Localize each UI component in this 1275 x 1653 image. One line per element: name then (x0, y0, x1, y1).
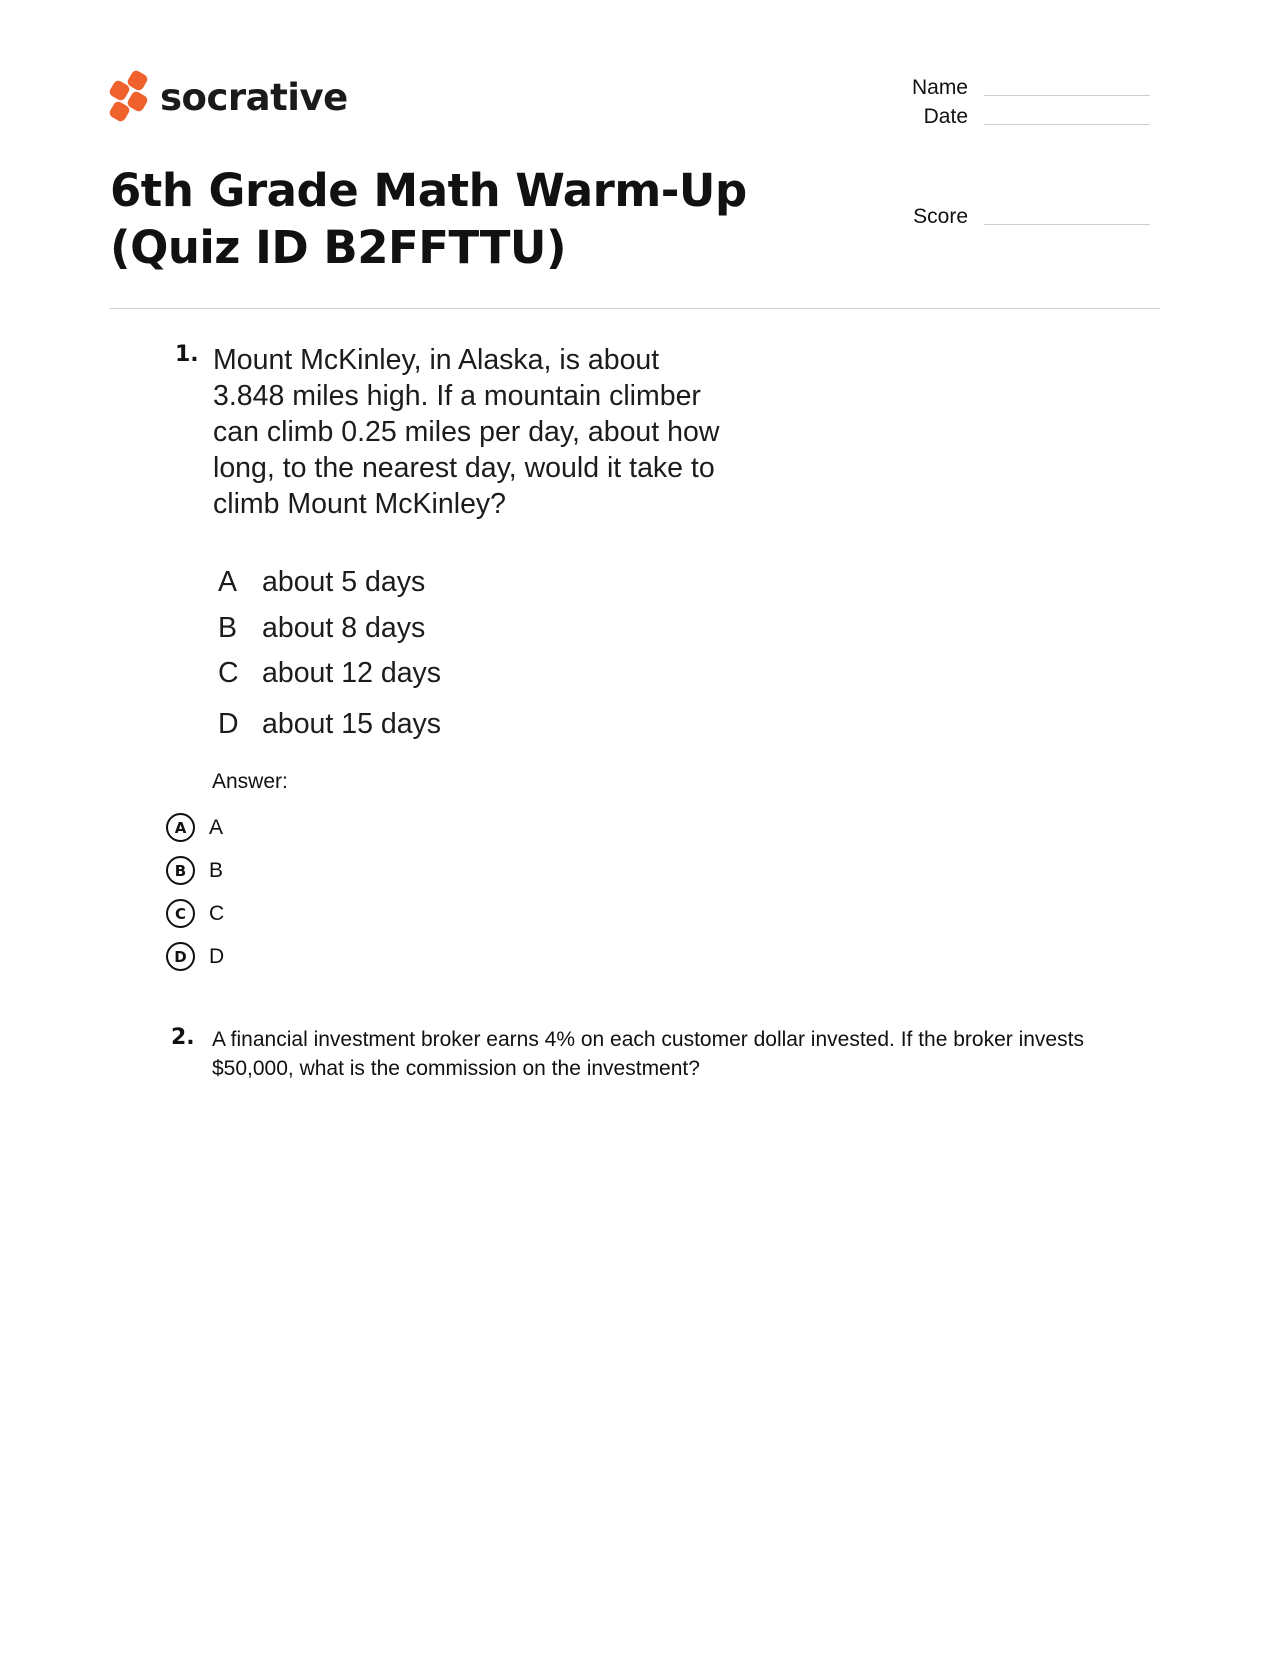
option-a (218, 566, 441, 602)
answer-text: B (209, 858, 224, 882)
answer-text: A (209, 815, 224, 839)
name-field[interactable] (888, 76, 1150, 100)
option-text: about 12 days (262, 657, 442, 689)
question-2-number: 2. (171, 1025, 195, 1050)
date-line[interactable] (984, 124, 1150, 125)
date-field[interactable] (888, 105, 1150, 129)
question-1-text: Mount McKinley, in Alaska, is about 3.848 miles high. If a mountain climber can climb 0.25 miles per day, about how long, to the nearest day, would it take to climb Mount McKinley? (213, 344, 720, 520)
header-divider (110, 308, 1160, 309)
score-label: Score (913, 205, 968, 228)
answer-choice-d[interactable] (166, 935, 224, 978)
option-text: about 8 days (262, 612, 426, 644)
option-text: about 5 days (262, 566, 426, 598)
option-letter: C (218, 657, 239, 689)
name-label: Name (911, 76, 968, 99)
option-text: about 15 days (262, 708, 442, 740)
option-b (218, 612, 441, 648)
answer-bubble-a[interactable]: A (166, 813, 195, 842)
answer-choices (166, 806, 224, 978)
hexagon-logo-icon (110, 72, 150, 122)
option-d (218, 708, 441, 744)
question-1-number: 1. (175, 342, 199, 367)
question-2-text: A financial investment broker earns 4% on each customer dollar invested. If the broker invests $50,000, what is the commission on the investment? (212, 1028, 1084, 1080)
answer-label: Answer: (212, 770, 288, 793)
name-line[interactable] (984, 95, 1150, 96)
score-field[interactable] (888, 205, 1150, 229)
option-letter: B (218, 612, 238, 644)
brand-name: socrative (160, 75, 348, 119)
answer-bubble-d[interactable]: D (166, 942, 195, 971)
answer-text: D (209, 944, 225, 968)
question-1-options (218, 566, 441, 744)
answer-choice-c[interactable] (166, 892, 224, 935)
socrative-logo (110, 72, 348, 122)
answer-bubble-b[interactable]: B (166, 856, 195, 885)
score-line[interactable] (984, 224, 1150, 225)
page-title: 6th Grade Math Warm-Up (Quiz ID B2FFTTU) (110, 164, 747, 274)
answer-text: C (209, 901, 225, 925)
option-letter: D (218, 708, 239, 740)
date-label: Date (923, 105, 968, 128)
option-letter: A (218, 566, 238, 598)
option-c (218, 657, 441, 693)
answer-choice-b[interactable] (166, 849, 224, 892)
answer-choice-a[interactable] (166, 806, 224, 849)
answer-bubble-c[interactable]: C (166, 899, 195, 928)
